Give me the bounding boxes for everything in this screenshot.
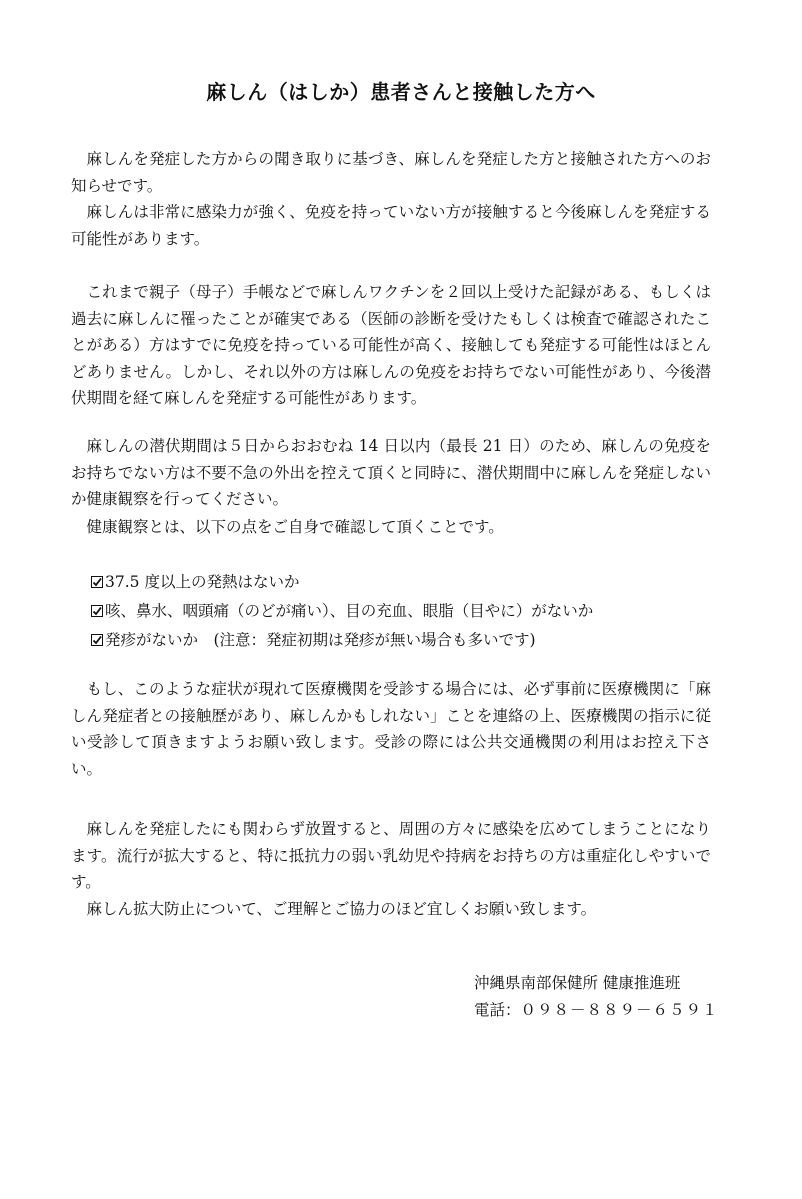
checklist-item-rash bbox=[91, 626, 731, 655]
checklist-item-cough bbox=[91, 597, 731, 626]
document-title: 麻しん（はしか）患者さんと接触した方へ bbox=[206, 80, 596, 104]
phone-line bbox=[474, 997, 719, 1024]
paragraph-incubation: 麻しんの潜伏期間は５日からおおむね 14 日以内（最長 21 日）のため、麻しんの免疫をお持ちでない方は不要不急の外出を控えて頂くと同時に、潜伏期間中に麻しんを発症しないか健康観察を行ってください。 bbox=[71, 437, 711, 508]
checklist-item-label: 咳、鼻水、咽頭痛（のどが痛い）、目の充血、眼脂（目やに）がないか bbox=[105, 602, 594, 620]
checklist-item-label: 37.5 度以上の発熱はないか bbox=[105, 573, 300, 591]
paragraph-medical-visit: もし、このような症状が現れて医療機関を受診する場合には、必ず事前に医療機関に「麻しん発症者との接触歴があり、麻しんかもしれない」ことを連絡の上、医療機関の指示に従い受診して頂きますようお願い致します。受診の際には公共交通機関の利用はお控え下さい。 bbox=[71, 680, 711, 778]
paragraph-health-observation: 健康観察とは、以下の点をご自身で確認して頂くことです。 bbox=[86, 518, 504, 536]
paragraph-closing: 麻しん拡大防止について、ご理解とご協力のほど宜しくお願い致します。 bbox=[86, 900, 597, 918]
paragraph-infectivity: 麻しんは非常に感染力が強く、免疫を持っていない方が接触すると今後麻しんを発症する可能性があります。 bbox=[71, 203, 711, 248]
phone-label: 電話： bbox=[474, 1001, 521, 1019]
checked-box-icon bbox=[91, 576, 103, 588]
organization-name: 沖縄県南部保健所 健康推進班 bbox=[474, 974, 681, 992]
symptom-checklist bbox=[91, 568, 731, 655]
checklist-item-fever bbox=[91, 568, 731, 597]
phone-number: ０９８－８８９－６５９１ bbox=[520, 1001, 719, 1019]
paragraph-immunity: これまで親子（母子）手帳などで麻しんワクチンを２回以上受けた記録がある、もしくは過去に麻しんに罹ったことが確実である（医師の診断を受けたもしくは検査で確認されたことがある）方はすでに免疫を持っている可能性が高く、接触しても発症する可能性はほとんどありません。しかし、それ以外の方は麻しんの免疫をお持ちでない可能性があり、今後潜伏期間を経て麻しんを発症する可能性があります。 bbox=[71, 283, 711, 407]
checked-box-icon bbox=[91, 634, 103, 646]
paragraph-intro: 麻しんを発症した方からの聞き取りに基づき、麻しんを発症した方と接触された方へのお知らせです。 bbox=[71, 150, 711, 195]
checklist-item-label: 発疹がないか (注意：発症初期は発疹が無い場合も多いです) bbox=[105, 631, 536, 649]
paragraph-spread-warning: 麻しんを発症したにも関わらず放置すると、周囲の方々に感染を広めてしまうことになります。流行が拡大すると、特に抵抗力の弱い乳幼児や持病をお持ちの方は重症化しやすいです。 bbox=[71, 820, 711, 891]
contact-footer bbox=[474, 970, 719, 1024]
checked-box-icon bbox=[91, 605, 103, 617]
